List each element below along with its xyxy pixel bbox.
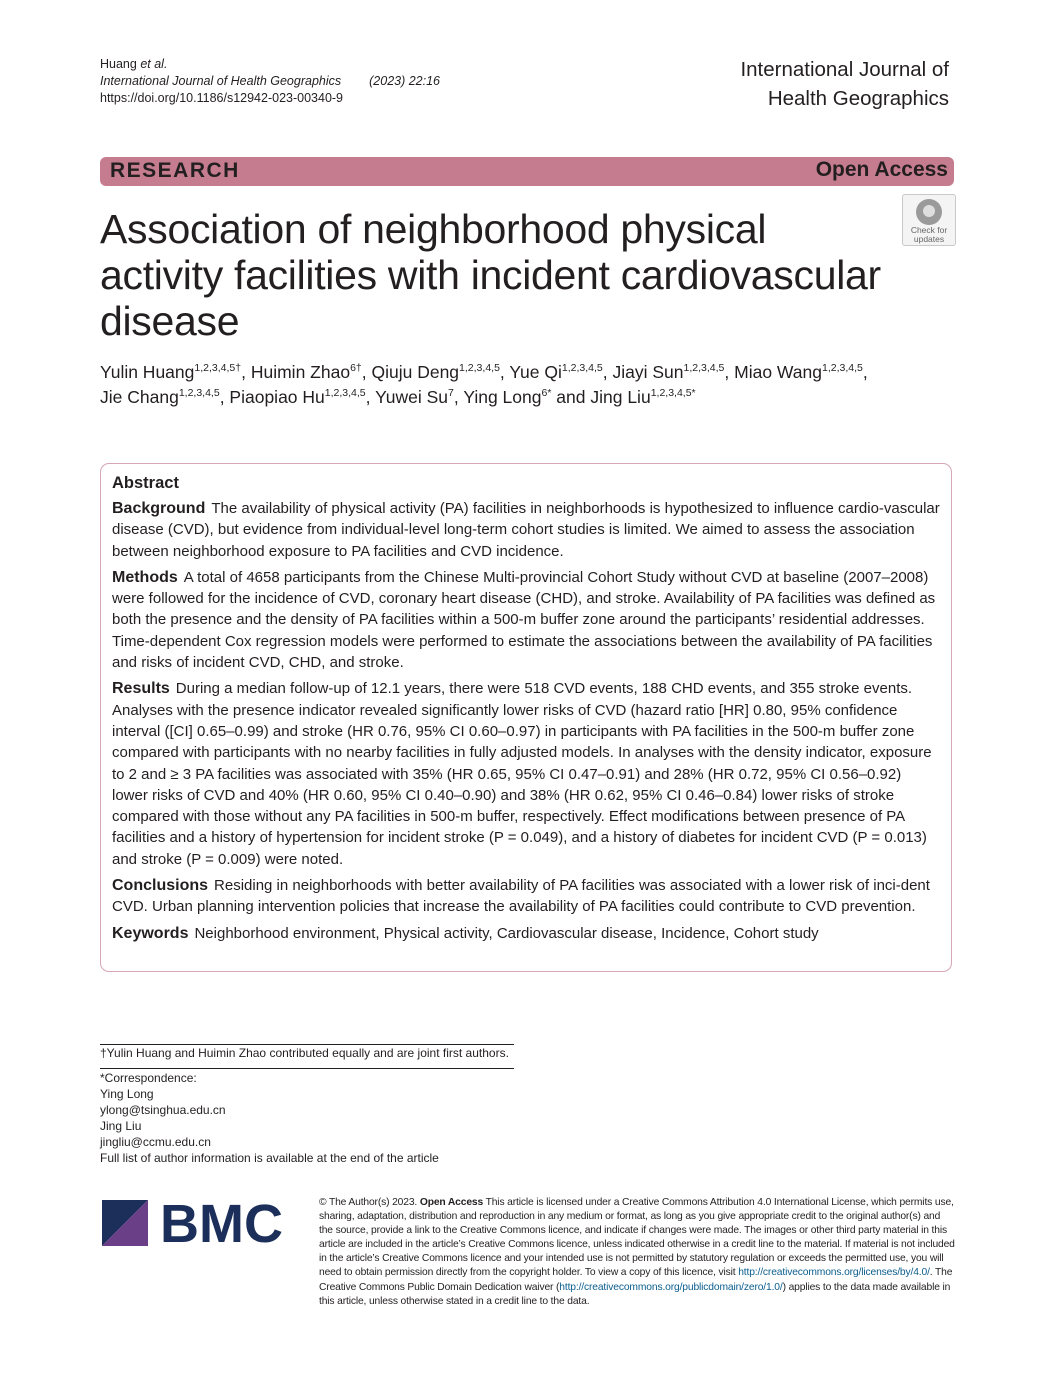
license-link-cc-by[interactable]: http://creativecommons.org/licenses/by/4.0/ (738, 1267, 930, 1279)
article-meta (100, 56, 440, 107)
abstract-section-text: A total of 4658 participants from the Chinese Multi-provincial Cohort Study without CVD at baseline (2007–2008) were followed for the incidence of CVD, coronary heart disease (CHD), and stroke. Availability of PA facilities was defined as both the presence and the density of PA facilities within a 500-m buffer zone around the participants’ residential addresses. Time-dependent Cox regression models were performed to estimate the associations between the availability of PA facilities and risks of incident CVD, CHD, and stroke. (112, 568, 936, 672)
correspondence-line[interactable]: jingliu@ccmu.edu.cn (100, 1135, 211, 1149)
license-end: ) applies to the data made available in this article, unless otherwise stated in a credit line to the data. (319, 1281, 951, 1307)
article-title: Association of neighborhood physical activity facilities with incident cardiovascular disease (100, 206, 881, 344)
journal-name (740, 55, 949, 113)
abstract-section-text: Neighborhood environment, Physical activity, Cardiovascular disease, Incidence, Cohort study (194, 924, 819, 942)
bmc-logo (100, 1196, 296, 1248)
correspondence-line: Full list of author information is available at the end of the article (100, 1151, 439, 1165)
abstract-section-methods (112, 567, 940, 673)
author-name[interactable]: Yulin Huang (100, 362, 195, 382)
author-name[interactable]: Ying Long (463, 387, 542, 407)
author-separator: , (365, 387, 376, 407)
abstract-box (100, 463, 952, 972)
author-separator: , (499, 362, 510, 382)
abstract-heading: Abstract (112, 474, 179, 492)
correspondence-line: *Correspondence: (100, 1071, 197, 1085)
author-affiliation-marker: 1,2,3,4,5 (324, 387, 366, 400)
abstract-section-label: Background (112, 500, 206, 517)
author-separator: , (453, 387, 464, 407)
article-type: RESEARCH (110, 159, 240, 182)
author-affiliation-marker: 6* (541, 387, 552, 400)
abstract-section-background (112, 498, 940, 562)
abstract-section-label: Keywords (112, 924, 189, 942)
check-for-updates-line1: Check for (910, 225, 948, 235)
header-et-al: et al. (140, 57, 168, 71)
abstract-section-label: Methods (112, 568, 178, 586)
abstract-section-text: The availability of physical activity (PA) facilities in neighborhoods is hypothesized to influence cardio-vascular disease (CVD), but evidence from individual-level long-term cohort studies is limited. We aimed to assess the association between neighborhood exposure to PA facilities and CVD incidence. (112, 500, 940, 560)
crossmark-icon (916, 199, 942, 225)
abstract-section-text: Residing in neighborhoods with better availability of PA facilities was associated with a lower risk of inci-dent CVD. Urban planning intervention policies that increase the availability of PA facilities could contribute to CVD prevention. (112, 877, 930, 916)
author-separator: , (219, 387, 230, 407)
abstract-section-results (112, 678, 940, 870)
article-type-band (100, 157, 954, 186)
author-affiliation-marker: 1,2,3,4,5 (683, 362, 725, 375)
author-separator: , (361, 362, 372, 382)
check-for-updates-line2: updates (913, 234, 945, 244)
license-link-cc-zero[interactable]: http://creativecommons.org/publicdomain/zero/1.0/ (559, 1281, 783, 1293)
check-for-updates-text (903, 226, 955, 244)
author-separator: , (862, 362, 868, 382)
author-affiliation-marker: 1,2,3,4,5 (561, 362, 603, 375)
abstract-sections (112, 498, 940, 944)
correspondence-block (100, 1070, 439, 1166)
license-open-access: Open Access (419, 1197, 484, 1208)
header-journal: International Journal of Health Geographics (100, 74, 342, 88)
bmc-logo-text: BMC (160, 1196, 283, 1248)
abstract-section-label: Conclusions (112, 877, 209, 895)
author-affiliation-marker: 1,2,3,4,5 (821, 362, 863, 375)
author-name[interactable]: Jiayi Sun (612, 362, 684, 382)
abstract-section-label: Results (112, 680, 170, 698)
author-name[interactable]: Piaopiao Hu (229, 387, 325, 407)
correspondence-line: Jing Liu (100, 1119, 142, 1133)
license-mid: . The Creative Commons Public Domain Dedication waiver ( (319, 1267, 953, 1293)
correspondence-line: Ying Long (100, 1087, 154, 1101)
author-separator: , (724, 362, 735, 382)
author-separator: , (241, 362, 251, 382)
check-for-updates-badge[interactable] (902, 194, 956, 246)
header-year-volume: (2023) 22:16 (369, 74, 441, 88)
license-copyright: © The Author(s) 2023. (319, 1197, 418, 1208)
author-affiliation-marker: 7 (448, 387, 454, 400)
journal-name-line1: International Journal of (740, 58, 949, 81)
license-statement (319, 1196, 955, 1309)
bmc-logo-icon (100, 1196, 296, 1248)
author-affiliation-marker: 1,2,3,4,5† (194, 362, 242, 375)
footnote-rule-2 (100, 1068, 514, 1069)
author-name[interactable]: Huimin Zhao (250, 362, 351, 382)
open-access-label: Open Access (815, 158, 948, 181)
author-separator: and (551, 387, 591, 407)
header-author: Huang (100, 57, 137, 71)
author-affiliation-marker: 6† (350, 362, 362, 375)
author-name[interactable]: Qiuju Deng (371, 362, 460, 382)
equal-contribution-footnote: †Yulin Huang and Huimin Zhao contributed equally and are joint first authors. (100, 1046, 509, 1060)
author-list (100, 360, 960, 410)
author-name[interactable]: Yue Qi (509, 362, 562, 382)
author-name[interactable]: Yuwei Su (375, 387, 449, 407)
author-name[interactable]: Jing Liu (590, 387, 651, 407)
license-body: This article is licensed under a Creative Commons Attribution 4.0 International License, which permits use, sharing, adaptation, distribution and reproduction in any medium or format, as long as you give appropriate credit to the original author(s) and the source, provide a link to the Creative Commons licence, and indicate if changes were made. The images or other third party material in this article are included in the article’s Creative Commons licence, unless indicated otherwise in a credit line to the material. If material is not included in the article’s Creative Commons licence and your intended use is not permitted by statutory regulation or exceeds the permitted use, you will need to obtain permission directly from the copyright holder. To view a copy of this licence, visit (319, 1197, 955, 1279)
author-affiliation-marker: 1,2,3,4,5* (650, 387, 696, 400)
abstract-section-conclusions (112, 875, 940, 918)
author-separator: , (602, 362, 613, 382)
author-affiliation-marker: 1,2,3,4,5 (459, 362, 500, 375)
author-name[interactable]: Miao Wang (734, 362, 822, 382)
abstract-section-keywords (112, 923, 940, 944)
abstract-section-text: During a median follow-up of 12.1 years, there were 518 CVD events, 188 CHD events, and 355 stroke events. Analyses with the presence indicator revealed significantly lower risks of CVD (hazard ratio [HR] 0.80, 95% confidence interval ([CI] 0.65–0.99) and stroke (HR 0.76, 95% CI 0.60–0.97) in participants with PA facilities in the 500-m buffer zone compared with participants with no nearby facilities in fully adjusted models. In analyses with the density indicator, exposure to 2 and ≥ 3 PA facilities was associated with 35% (HR 0.65, 95% CI 0.47–0.91) and 28% (HR 0.72, 95% CI 0.56–0.92) lower risks of CVD and 40% (HR 0.60, 95% CI 0.40–0.90) and 38% (HR 0.62, 95% CI 0.46–0.84) lower risks of stroke compared with those without any PA facilities in 500-m buffer, respectively. Effect modifications between presence of PA facilities and a history of hypertension for incident stroke (P = 0.049), and a history of diabetes for incident CVD (P = 0.013) and stroke (P = 0.009) were noted. (112, 680, 932, 868)
author-name[interactable]: Jie Chang (100, 387, 179, 407)
header-doi[interactable]: https://doi.org/10.1186/s12942-023-00340-9 (100, 91, 344, 105)
author-affiliation-marker: 1,2,3,4,5 (178, 387, 220, 400)
journal-name-line2: Health Geographics (767, 87, 949, 110)
correspondence-line[interactable]: ylong@tsinghua.edu.cn (100, 1103, 226, 1117)
